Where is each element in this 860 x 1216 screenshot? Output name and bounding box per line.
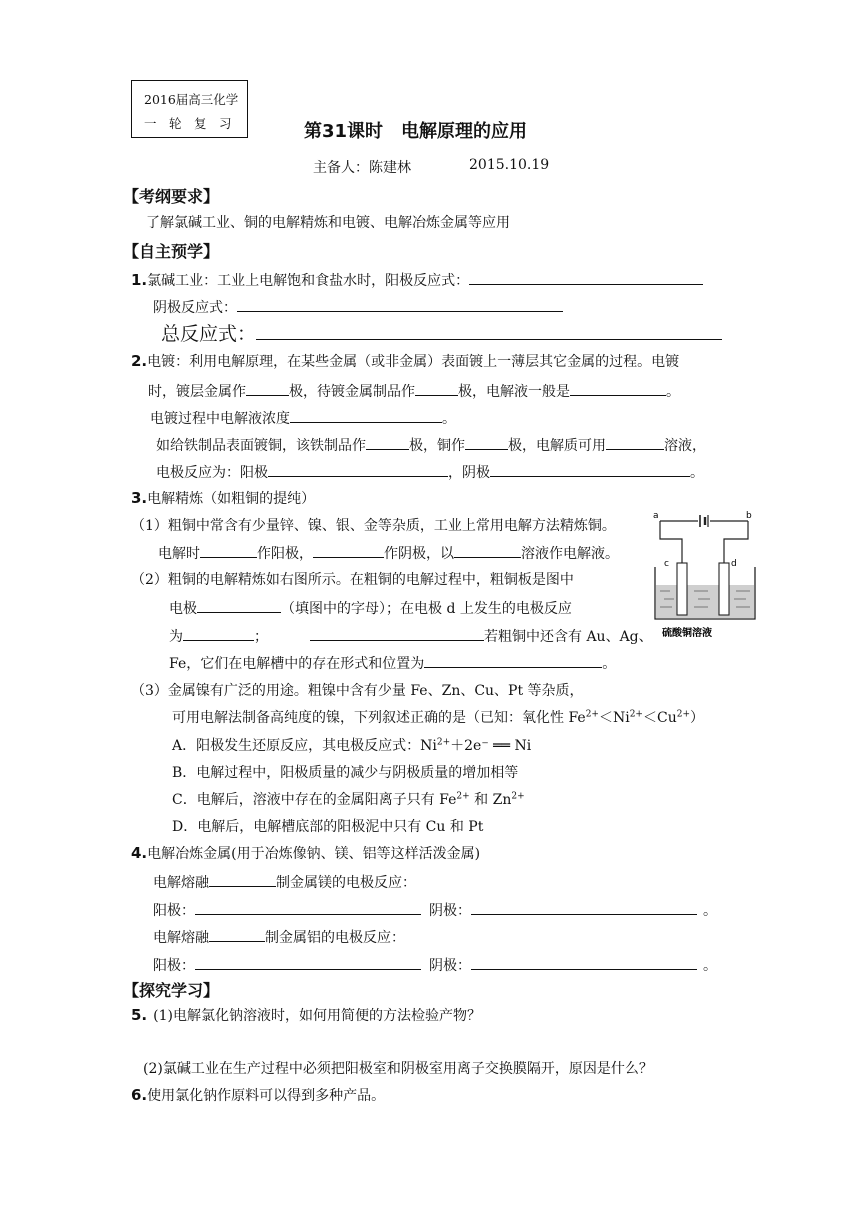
q2-blank-8[interactable] xyxy=(268,461,448,477)
q5-number: 5. xyxy=(131,1006,148,1024)
q2-line3 xyxy=(150,407,456,428)
q1-total-label: 总反应式： xyxy=(161,323,257,345)
q2-l4a: 如给铁制品表面镀铜，该铁制品作 xyxy=(156,438,366,454)
q3-p1e: 溶液作电解液。 xyxy=(521,546,619,562)
q3-p2-line4 xyxy=(169,652,616,673)
q1-anode-blank[interactable] xyxy=(469,269,703,285)
section-zizhu: 【自主预学】 xyxy=(123,242,220,261)
q6-line xyxy=(131,1085,385,1105)
q1-line2 xyxy=(153,296,563,317)
q2-l4c: 极，电解质可用 xyxy=(508,438,606,454)
q4-mg-b: 制金属镁的电极反应： xyxy=(276,875,416,891)
q3-p2-line2 xyxy=(169,597,572,618)
fig-wire-left xyxy=(660,521,682,563)
q2-l3b: 。 xyxy=(442,411,456,427)
q1-cathode-blank[interactable] xyxy=(237,296,563,312)
q4-al-b: 制金属铝的电极反应： xyxy=(265,930,405,946)
q3-opt-c-pre: C．电解后，溶液中存在的金属阳离子只有 Fe xyxy=(172,792,457,808)
q3-option-b[interactable]: B．电解过程中，阳极质量的减少与阴极质量的增加相等 xyxy=(172,765,519,781)
q4-al-anode-blank[interactable] xyxy=(195,954,421,970)
q3-line1 xyxy=(131,488,315,508)
q2-blank-4[interactable] xyxy=(290,407,442,423)
q3-blank-6[interactable] xyxy=(310,625,484,641)
q3-p1a: （1）粗铜中常含有少量锌、镍、银、金等杂质，工业上常用电解方法精炼铜。 xyxy=(131,518,616,534)
q3-p2a: （2）粗铜的电解精炼如右图所示。在粗铜的电解过程中，粗铜板是图中 xyxy=(131,572,574,588)
course-label-line1: 2016届高三化学 xyxy=(144,92,239,107)
q2-blank-6[interactable] xyxy=(465,434,508,450)
q3-blank-1[interactable] xyxy=(200,542,257,558)
fig-label-d: d xyxy=(731,559,737,569)
q2-blank-1[interactable] xyxy=(246,380,289,396)
fig-label-c: c xyxy=(664,559,669,569)
fig-wire-right xyxy=(724,521,748,563)
q3-p3a: （3）金属镍有广泛的用途。粗镍中含有少量 Fe、Zn、Cu、Pt 等杂质， xyxy=(131,683,584,699)
q1-text: 氯碱工业：工业上电解饱和食盐水时，阳极反应式： xyxy=(147,273,470,289)
q1-number: 1. xyxy=(131,271,148,289)
q4-mg-anode-label: 阳极： xyxy=(153,903,195,919)
q3-option-c[interactable] xyxy=(172,789,525,809)
q4-mg-cathode-blank[interactable] xyxy=(471,899,697,915)
fig-electrode-d xyxy=(719,563,729,615)
fig-label-b: b xyxy=(746,511,752,521)
q2-l5b: ，阴极 xyxy=(448,465,490,481)
q3-p2-line3 xyxy=(169,625,653,646)
q4-al-cathode-label: 阴极： xyxy=(429,958,471,974)
q2-l5a: 电极反应为：阳极 xyxy=(156,465,268,481)
q3-opt-a-sup: 2+ xyxy=(436,737,451,748)
q2-line1 xyxy=(131,351,679,371)
fig-solution xyxy=(656,585,754,618)
q3-head: 电解精炼（如粗铜的提纯） xyxy=(147,491,316,507)
q3-blank-7[interactable] xyxy=(424,652,602,668)
page-title: 第31课时 电解原理的应用 xyxy=(304,121,528,142)
q3-blank-5[interactable] xyxy=(183,625,254,641)
q3-option-d[interactable]: D．电解后，电解槽底部的阳极泥中只有 Cu 和 Pt xyxy=(172,819,484,835)
q6-text: 使用氯化钠作原料可以得到多种产品。 xyxy=(147,1088,386,1104)
q4-al-anode-label: 阳极： xyxy=(153,958,195,974)
q2-blank-5[interactable] xyxy=(366,434,409,450)
q4-al-blank[interactable] xyxy=(209,926,265,942)
q2-blank-2[interactable] xyxy=(415,380,458,396)
fig-electrode-c xyxy=(677,563,687,615)
q3-blank-2[interactable] xyxy=(313,542,384,558)
q3-sup-fe: 2+ xyxy=(585,709,599,720)
q2-l3a: 电镀过程中电解液浓度 xyxy=(150,411,290,427)
q3-sup-cu: 2+ xyxy=(676,709,690,720)
q5-p2: (2)氯碱工业在生产过程中必须把阳极室和阴极室用离子交换膜隔开，原因是什么？ xyxy=(143,1061,653,1077)
date: 2015.10.19 xyxy=(469,157,550,173)
q1-line1 xyxy=(131,269,703,290)
q3-p2h: 。 xyxy=(602,656,617,672)
q4-al-cathode-blank[interactable] xyxy=(471,954,697,970)
q2-l5c: 。 xyxy=(690,465,704,481)
q3-p1d: 作阴极，以 xyxy=(384,546,454,562)
q3-p3-line2 xyxy=(172,707,704,727)
q3-p2f: 若粗铜中还含有 Au、Ag、 xyxy=(484,629,653,645)
q3-opt-c-mid: 和 Zn xyxy=(469,792,512,808)
q5-p1: (1)电解氯化钠溶液时，如何用简便的方法检验产物？ xyxy=(153,1008,481,1024)
q4-mg-a: 电解熔融 xyxy=(153,875,209,891)
q4-mg-line xyxy=(153,871,416,892)
q2-l2a: 时，镀层金属作 xyxy=(148,384,246,400)
q3-p1b: 电解时 xyxy=(158,546,200,562)
fig-label-a: a xyxy=(653,511,659,521)
q3-p3b-lt1: ＜Ni xyxy=(598,710,630,726)
q3-opt-c-sup2: 2+ xyxy=(511,791,525,802)
q1-total-blank[interactable] xyxy=(256,320,722,340)
q6-number: 6. xyxy=(131,1086,148,1104)
q4-head: 电解冶炼金属(用于冶炼像钠、镁、铝等这样活泼金属) xyxy=(147,846,481,862)
q1-line3 xyxy=(161,319,722,346)
q4-mg-cathode-label: 阴极： xyxy=(429,903,471,919)
q2-l2c: 极，电解液一般是 xyxy=(458,384,570,400)
section-kaogang: 【考纲要求】 xyxy=(123,187,220,206)
q3-opt-c-sup1: 2+ xyxy=(456,791,470,802)
q3-blank-4[interactable] xyxy=(197,597,281,613)
q2-l2b: 极，待镀金属制品作 xyxy=(289,384,415,400)
q4-al-a: 电解熔融 xyxy=(153,930,209,946)
q3-opt-a-post: ＋2e⁻ ══ Ni xyxy=(450,738,532,754)
q4-al-end: 。 xyxy=(703,958,717,974)
q3-p3b-pre: 可用电解法制备高纯度的镍，下列叙述正确的是（已知：氧化性 Fe xyxy=(172,710,586,726)
electrolysis-figure xyxy=(650,507,760,641)
kaogang-text: 了解氯碱工业、铜的电解精炼和电镀、电解冶炼金属等应用 xyxy=(146,215,510,231)
q4-mg-blank[interactable] xyxy=(209,871,276,887)
course-label-line2: 一 轮 复 习 xyxy=(144,116,232,131)
q2-blank-9[interactable] xyxy=(490,461,690,477)
q2-number: 2. xyxy=(131,352,148,370)
q3-option-a[interactable] xyxy=(172,735,531,755)
q3-p2c: （填图中的字母）；在电极 d 上发生的电极反应 xyxy=(281,601,572,617)
q2-blank-7[interactable] xyxy=(606,434,664,450)
q3-p1c: 作阳极， xyxy=(257,546,313,562)
q3-number: 3. xyxy=(131,489,148,507)
q2-l4d: 溶液， xyxy=(664,438,706,454)
q3-p3b-end: ） xyxy=(690,710,704,726)
q5-line1 xyxy=(131,1005,481,1025)
q4-al-electrodes xyxy=(153,954,717,975)
q1-cathode-label: 阴极反应式： xyxy=(153,300,237,316)
q3-opt-a-pre: A．阳极发生还原反应，其电极反应式：Ni xyxy=(172,738,437,754)
q3-sup-ni: 2+ xyxy=(629,709,643,720)
q3-p2d: 为 xyxy=(169,629,183,645)
q3-p2e: ； xyxy=(254,629,268,645)
q4-mg-electrodes xyxy=(153,899,717,920)
section-tanjiu: 【探究学习】 xyxy=(123,981,220,1000)
course-label-box xyxy=(131,80,248,138)
q3-p3b-lt2: ＜Cu xyxy=(642,710,677,726)
q4-mg-anode-blank[interactable] xyxy=(195,899,421,915)
q4-number: 4. xyxy=(131,844,148,862)
q2-l4b: 极，铜作 xyxy=(409,438,465,454)
q3-p2b: 电极 xyxy=(169,601,197,617)
q2-line5 xyxy=(156,461,704,482)
author: 主备人：陈建林 xyxy=(313,160,411,176)
q3-p2g: Fe，它们在电解槽中的存在形式和位置为 xyxy=(169,656,425,672)
fig-caption: 硫酸铜溶液 xyxy=(662,628,712,639)
q4-al-line xyxy=(153,926,405,947)
q2-blank-3[interactable] xyxy=(570,380,666,396)
q2-line2 xyxy=(148,380,680,401)
q2-l2d: 。 xyxy=(666,384,680,400)
q4-line1 xyxy=(131,843,480,863)
q2-line4 xyxy=(156,434,706,455)
q2-text: 电镀：利用电解原理，在某些金属（或非金属）表面镀上一薄层其它金属的过程。电镀 xyxy=(147,354,680,370)
q3-blank-3[interactable] xyxy=(454,542,521,558)
q3-p1-line2 xyxy=(158,542,619,563)
q4-mg-end: 。 xyxy=(703,903,717,919)
